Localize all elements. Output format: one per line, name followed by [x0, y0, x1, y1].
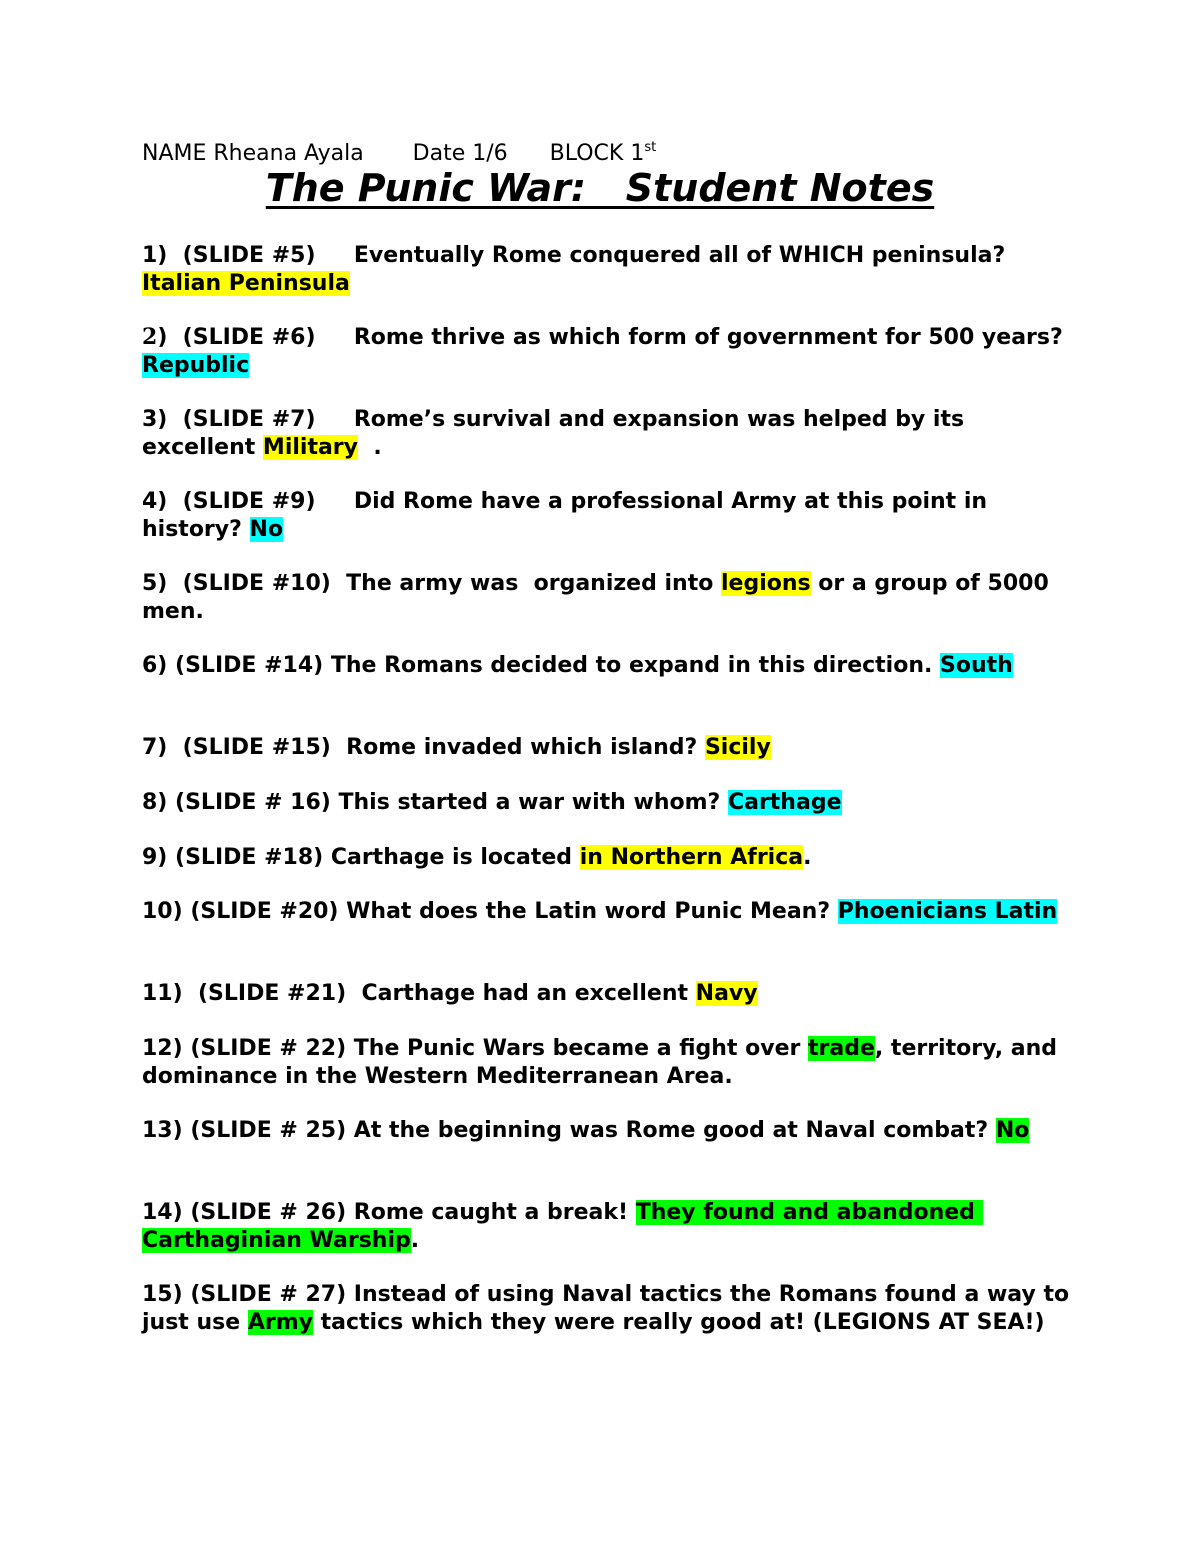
question-text: 10) (SLIDE #20) What does the Latin word Punic Mean? — [142, 899, 838, 924]
question-text: 14) (SLIDE # 26) Rome caught a break! — [142, 1200, 636, 1225]
question-2 — [142, 324, 1072, 379]
question-text: 8) (SLIDE # 16) This started a war with whom? — [142, 790, 728, 815]
answer-highlight: No — [249, 516, 284, 542]
question-9 — [142, 844, 1072, 872]
question-12 — [142, 1035, 1072, 1090]
answer-highlight: Army — [247, 1309, 313, 1335]
question-text: 7) (SLIDE #15) Rome invaded which island? — [142, 735, 705, 760]
question-text: 3) (SLIDE #7) Rome’s survival and expansion was helped by its excellent — [142, 407, 972, 460]
question-text: 6) (SLIDE #14) The Romans decided to expand in this direction. — [142, 653, 941, 678]
question-text: 4) (SLIDE #9) Did Rome have a professional Army at this point in history? — [142, 489, 995, 542]
question-14 — [142, 1199, 1072, 1254]
date-label: Date — [412, 141, 466, 166]
question-tail: . — [358, 434, 382, 460]
question-7 — [142, 734, 1072, 762]
answer-highlight: South — [940, 653, 1013, 678]
answer-highlight: No — [995, 1118, 1030, 1143]
question-tail: . — [410, 1227, 420, 1253]
answer-highlight: Carthage — [727, 790, 842, 815]
name-value: Rheana Ayala — [213, 141, 364, 166]
question-tail: tactics which they were really good at! (LEGIONS AT SEA!) — [312, 1309, 1045, 1335]
answer-highlight: trade — [808, 1036, 875, 1061]
header-line — [142, 140, 656, 166]
answer-highlight: They found and abandoned Carthaginian Warship — [142, 1200, 983, 1253]
question-1 — [142, 242, 1072, 297]
question-3 — [142, 406, 1072, 461]
question-4 — [142, 488, 1072, 543]
answer-highlight: Sicily — [704, 735, 771, 760]
answer-highlight: Military — [262, 434, 358, 460]
question-text: 5) (SLIDE #10) The army was organized into — [142, 571, 721, 596]
page-title: The Punic War: Student Notes — [265, 166, 935, 210]
question-10 — [142, 898, 1072, 926]
block-value: 1 — [630, 141, 645, 166]
question-text: 12) (SLIDE # 22) The Punic Wars became a fight over — [142, 1036, 809, 1061]
question-13 — [142, 1117, 1072, 1145]
question-text: 9) (SLIDE #18) Carthage is located — [142, 845, 580, 870]
question-number: 2 — [142, 324, 158, 350]
question-text: 13) (SLIDE # 25) At the beginning was Rome good at Naval combat? — [142, 1118, 996, 1143]
answer-highlight: in Northern Africa — [579, 845, 804, 870]
block-suffix: st — [644, 140, 657, 155]
name-label: NAME — [142, 141, 207, 166]
question-tail: or a group of 5000 men. — [142, 571, 1057, 624]
question-15 — [142, 1281, 1077, 1336]
question-5 — [142, 570, 1072, 625]
question-8 — [142, 789, 1072, 817]
answer-highlight: legions — [721, 571, 811, 596]
question-text: 1) (SLIDE #5) Eventually Rome conquered all of WHICH peninsula? — [142, 243, 1013, 268]
block-label: BLOCK — [549, 141, 624, 166]
answer-highlight: Navy — [695, 981, 758, 1006]
question-6 — [142, 652, 1072, 680]
question-11 — [142, 980, 1072, 1008]
answer-highlight: Republic — [142, 352, 250, 378]
question-text: ) (SLIDE #6) Rome thrive as which form of government for 500 years? — [157, 325, 1071, 350]
question-tail: . — [803, 845, 812, 870]
question-tail: , territory, and dominance in the Western Mediterranean Area. — [142, 1036, 1065, 1089]
answer-highlight: Italian Peninsula — [142, 270, 350, 296]
date-value: 1/6 — [472, 141, 508, 166]
question-text: 11) (SLIDE #21) Carthage had an excellent — [142, 981, 696, 1006]
question-text: 15) (SLIDE # 27) Instead of using Naval tactics the Romans found a way to just use — [142, 1282, 1077, 1335]
answer-highlight: Phoenicians Latin — [837, 899, 1058, 924]
